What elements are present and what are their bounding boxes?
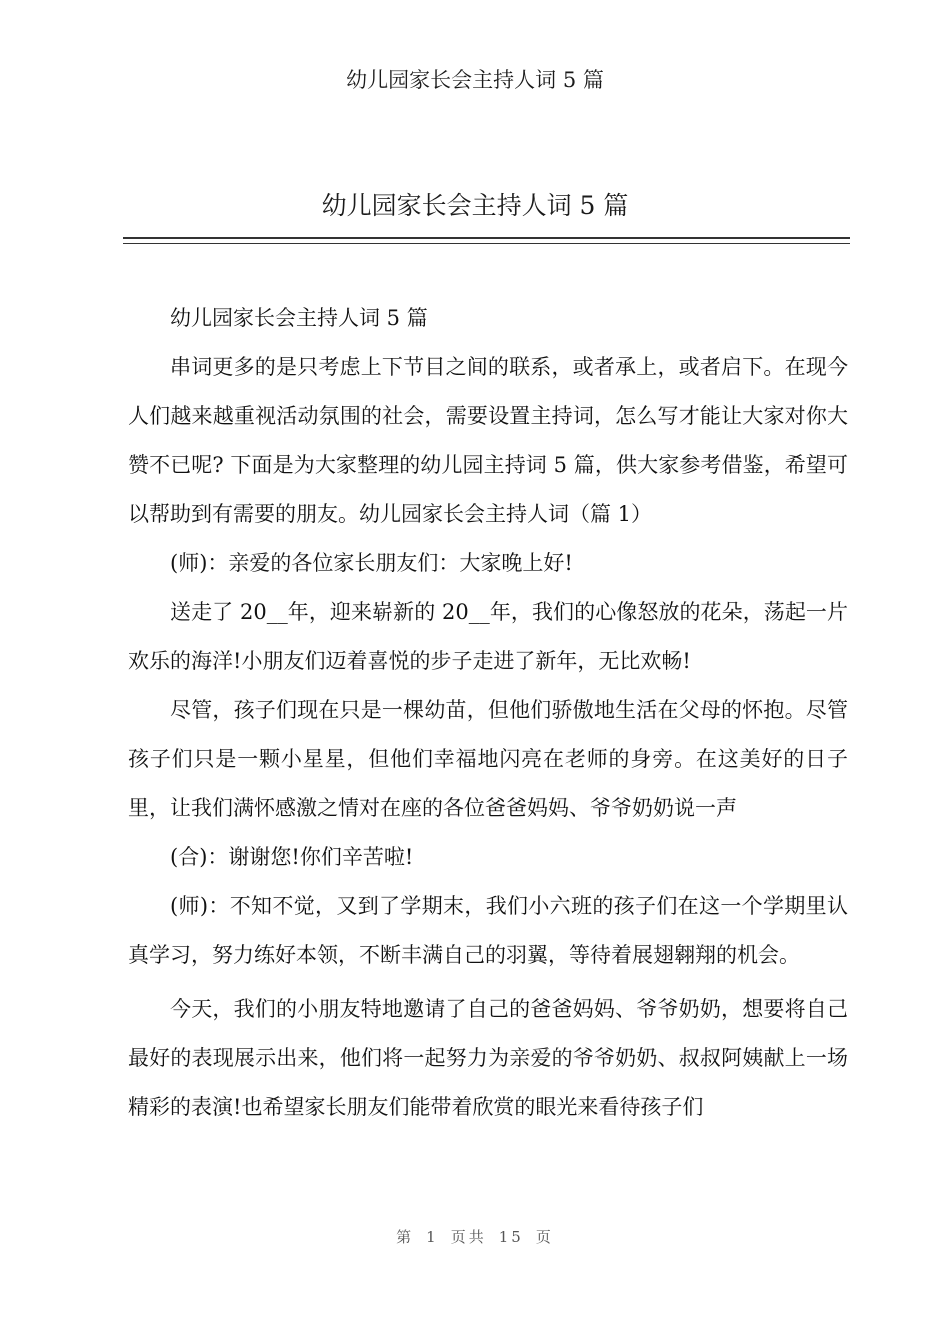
paragraph: 送走了 20__年，迎来崭新的 20__年，我们的心像怒放的花朵，荡起一片欢乐的海洋!小朋友们迈着喜悦的步子走进了新年，无比欢畅! [128, 600, 848, 673]
page-footer [0, 1226, 950, 1247]
footer-middle: 页共 [450, 1228, 487, 1246]
paragraph: 今天，我们的小朋友特地邀请了自己的爸爸妈妈、爷爷奶奶，想要将自己最好的表现展示出来，他们将一起努力为亲爱的爷爷奶奶、叔叔阿姨献上一场精彩的表演!也希望家长朋友们能带着欣赏的眼光来看待孩子们 [128, 997, 848, 1119]
footer-prefix: 第 [396, 1228, 415, 1246]
page-total: 15 [498, 1228, 524, 1246]
paragraph: (师)：不知不觉，又到了学期末，我们小六班的孩子们在这一个学期里认真学习，努力练好本领，不断丰满自己的羽翼，等待着展翅翱翔的机会。 [128, 894, 848, 967]
paragraph: 串词更多的是只考虑上下节目之间的联系，或者承上，或者启下。在现今人们越来越重视活动氛围的社会，需要设置主持词，怎么写才能让大家对你大赞不已呢? 下面是为大家整理的幼儿园主持词 5 篇，供大家参考借鉴，希望可以帮助到有需要的朋友。幼儿园家长会主持人词（篇 1） [128, 355, 848, 526]
paragraph: 尽管，孩子们现在只是一棵幼苗，但他们骄傲地生活在父母的怀抱。尽管孩子们只是一颗小星星，但他们幸福地闪亮在老师的身旁。在这美好的日子里，让我们满怀感激之情对在座的各位爸爸妈妈、爷爷奶奶说一声 [128, 698, 848, 820]
footer-suffix: 页 [535, 1228, 554, 1246]
paragraph: (师)：亲爱的各位家长朋友们：大家晚上好! [170, 551, 573, 575]
paragraph: (合)：谢谢您!你们辛苦啦! [170, 845, 414, 869]
page-number: 1 [426, 1228, 439, 1246]
document-title: 幼儿园家长会主持人词 5 篇 [321, 191, 629, 220]
document-body [128, 294, 848, 1132]
running-header: 幼儿园家长会主持人词 5 篇 [346, 68, 604, 92]
paragraph-intro-title: 幼儿园家长会主持人词 5 篇 [170, 306, 428, 330]
title-divider [123, 237, 850, 244]
